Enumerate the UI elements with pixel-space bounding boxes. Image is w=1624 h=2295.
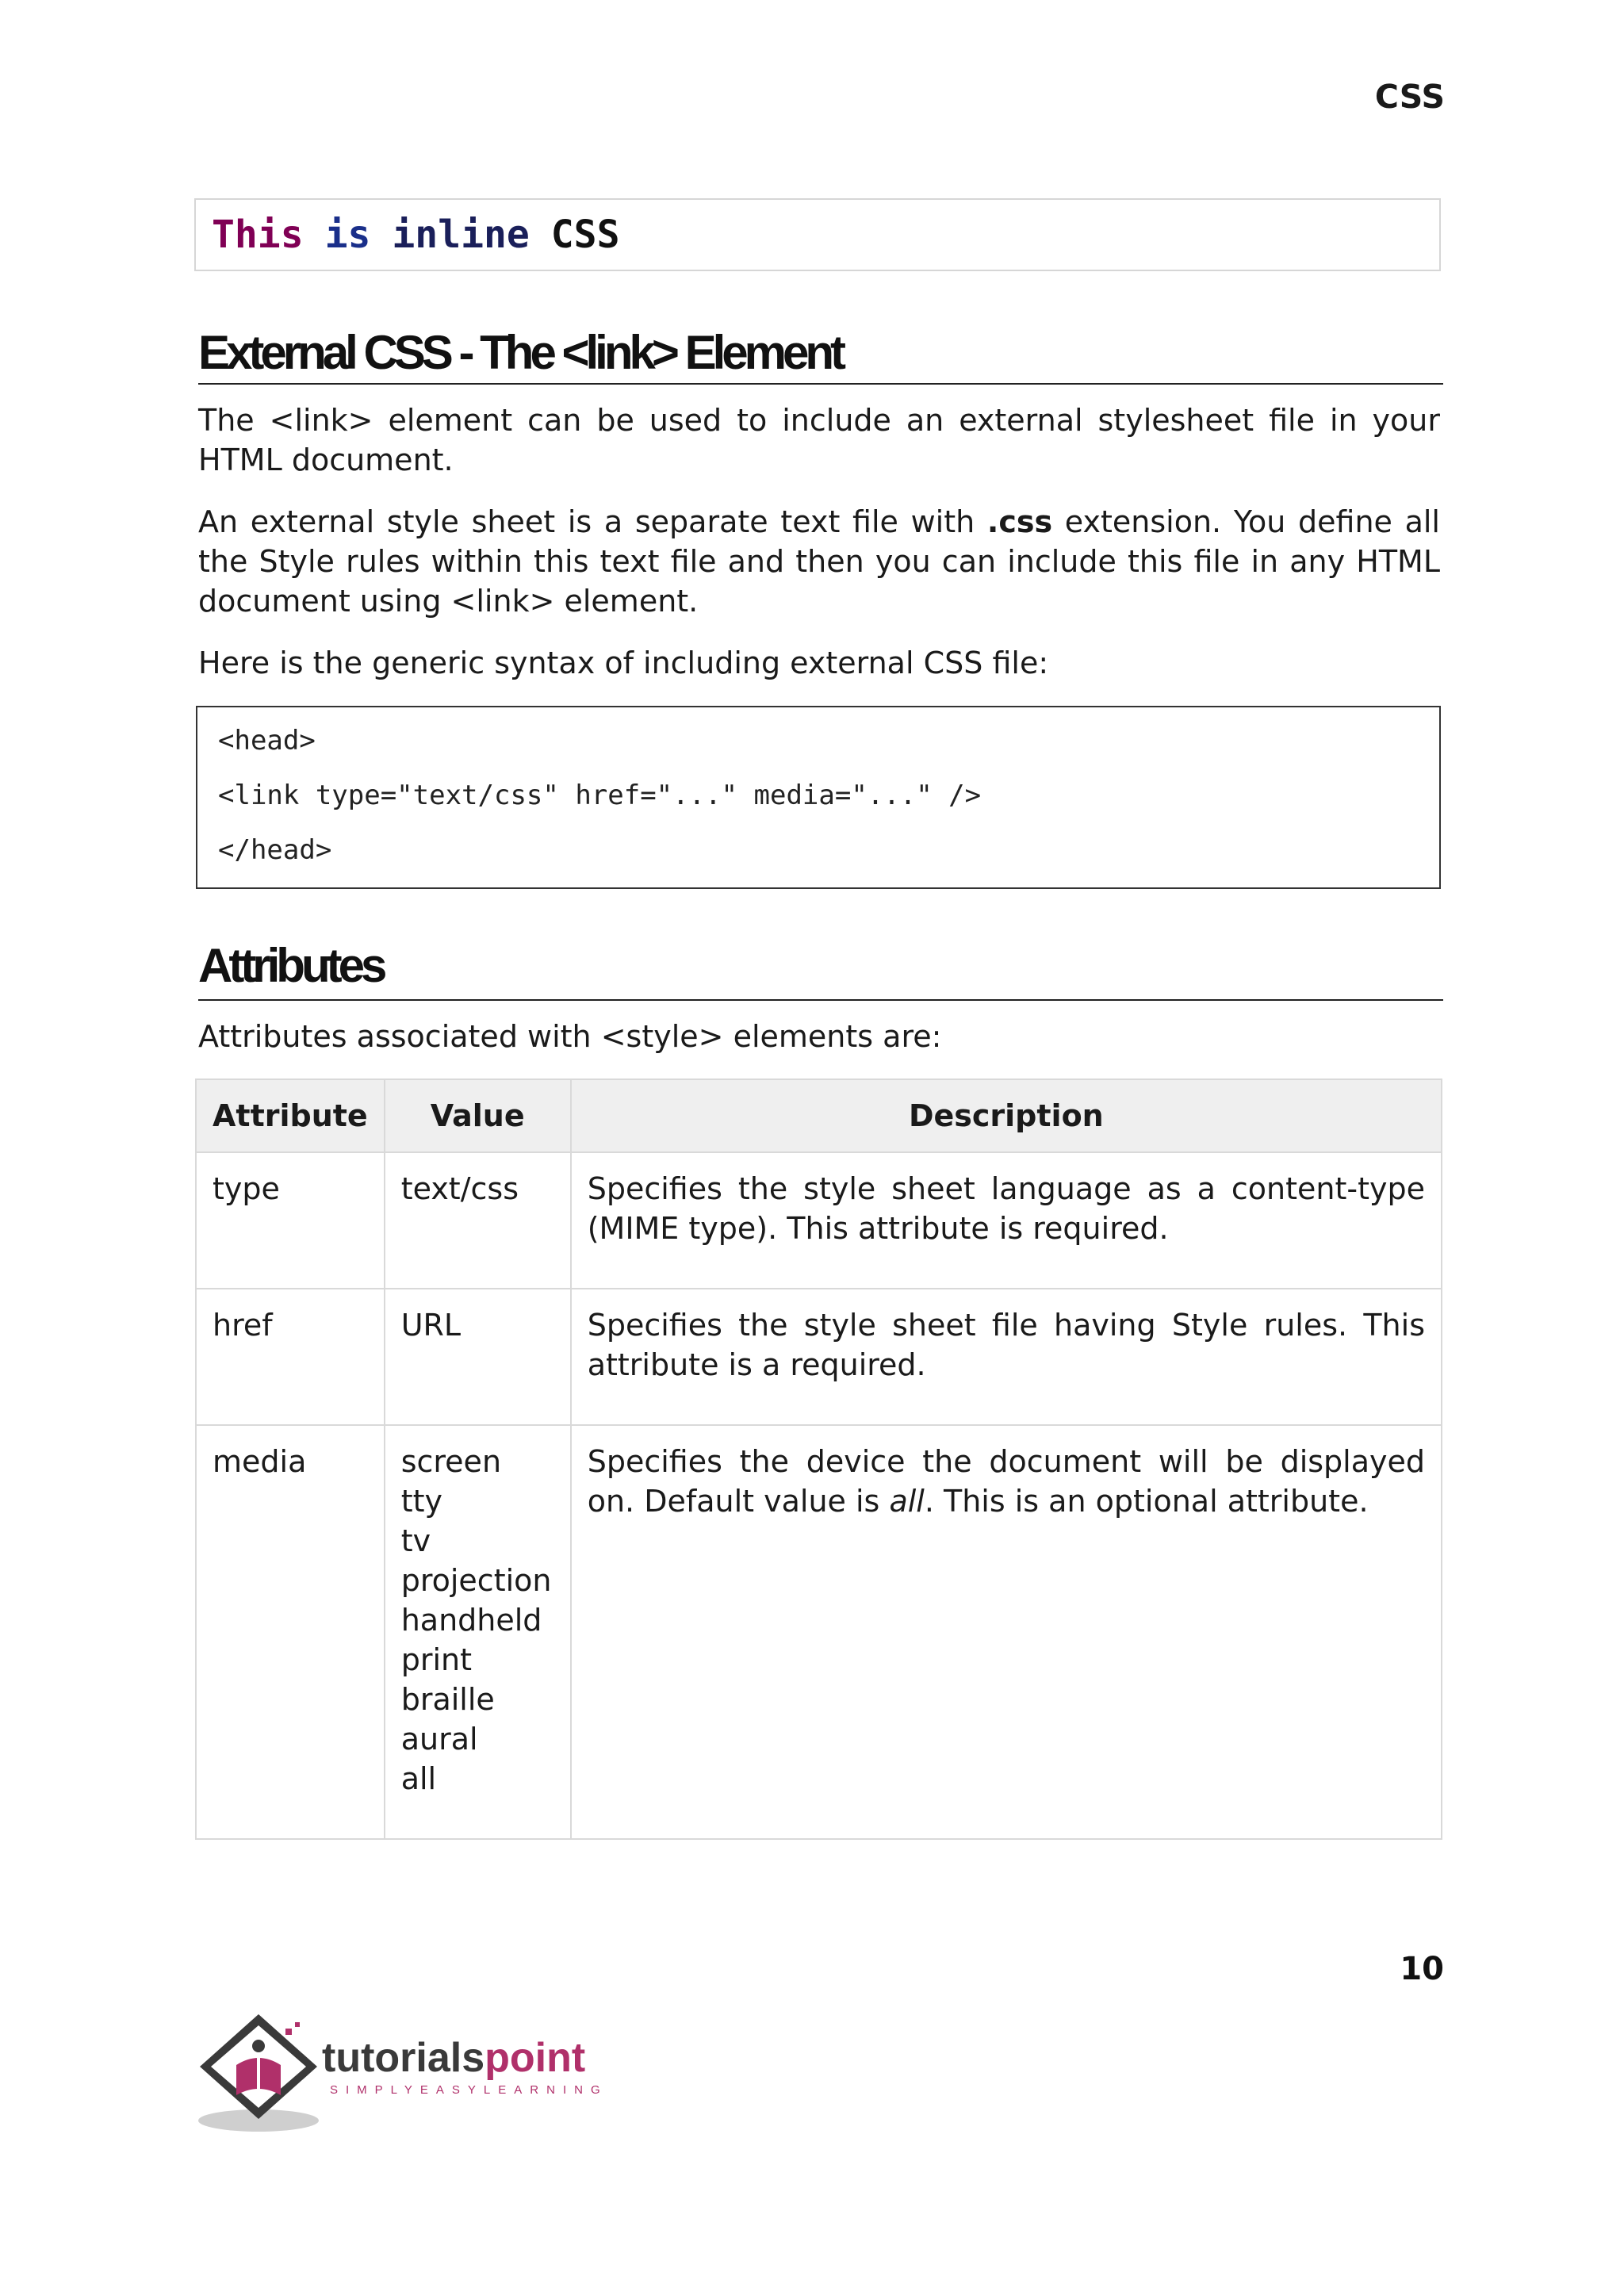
table-header-attribute: Attribute	[196, 1079, 385, 1152]
media-value: print	[400, 1642, 472, 1677]
table-row	[196, 1289, 1442, 1425]
inline-word-4: CSS	[550, 213, 620, 257]
media-value: all	[400, 1761, 437, 1796]
cell-attribute: media	[196, 1425, 385, 1839]
para2-text-after: extension. You define all the Style rules within this text file and then you can include this file in any HTML document using <link> element.	[198, 504, 1440, 619]
table-header-row	[196, 1079, 1442, 1152]
logo-tagline: SIMPLYEASYLEARNING	[330, 2083, 608, 2097]
inline-word-2: is	[324, 213, 371, 257]
cell-attribute: type	[196, 1152, 385, 1289]
external-css-para-3: Here is the generic syntax of including external CSS file:	[198, 646, 1049, 680]
attributes-intro: Attributes associated with <style> elements are:	[198, 1019, 942, 1054]
inline-css-example	[194, 198, 1441, 271]
para2-text-before: An external style sheet is a separate text file with	[198, 504, 987, 539]
media-value: tv	[400, 1523, 431, 1558]
attributes-table	[195, 1079, 1442, 1840]
cell-attribute: href	[196, 1289, 385, 1425]
cell-value: URL	[385, 1289, 571, 1425]
table-header-description: Description	[571, 1079, 1442, 1152]
table-row	[196, 1152, 1442, 1289]
table-row	[196, 1425, 1442, 1839]
attributes-heading: Attributes	[198, 942, 1443, 1001]
desc-italic-all: all	[889, 1484, 925, 1519]
media-value: handheld	[400, 1603, 542, 1638]
cell-description	[571, 1425, 1442, 1839]
code-line-3: </head>	[218, 834, 332, 866]
logo-wordmark: tutorialspoint	[322, 2035, 586, 2081]
media-value: aural	[400, 1722, 478, 1757]
inline-word-3: inline	[392, 213, 530, 257]
desc-text-before: Specifies the device the document will be displayed on. Default value is	[587, 1444, 1425, 1519]
inline-word-1: This	[212, 213, 304, 257]
media-value: tty	[400, 1484, 442, 1519]
media-value: projection	[400, 1563, 552, 1598]
external-css-para-2	[198, 502, 1440, 621]
external-css-para-1: The <link> element can be used to include an external stylesheet file in your HTML document.	[198, 403, 1440, 477]
code-line-1: <head>	[218, 725, 316, 757]
media-value: screen	[400, 1444, 502, 1479]
page-number: 10	[1400, 1951, 1444, 1987]
media-value: braille	[400, 1682, 495, 1717]
cell-description: Specifies the style sheet file having Style rules. This attribute is a required.	[571, 1289, 1442, 1425]
cell-value-list	[385, 1425, 571, 1839]
code-line-2: <link type="text/css" href="..." media="..." />	[218, 780, 982, 811]
logo-diamond-icon	[200, 2014, 317, 2119]
code-block	[196, 706, 1441, 889]
tutorialspoint-logo	[197, 2010, 609, 2136]
page-header-label: CSS	[1374, 78, 1445, 116]
cell-description: Specifies the style sheet language as a content-type (MIME type). This attribute is required.	[571, 1152, 1442, 1289]
cell-value: text/css	[385, 1152, 571, 1289]
desc-text-after: . This is an optional attribute.	[924, 1484, 1369, 1519]
css-extension-bold: .css	[986, 504, 1053, 539]
external-css-heading: External CSS - The <link> Element	[198, 329, 1443, 385]
table-header-value: Value	[385, 1079, 571, 1152]
